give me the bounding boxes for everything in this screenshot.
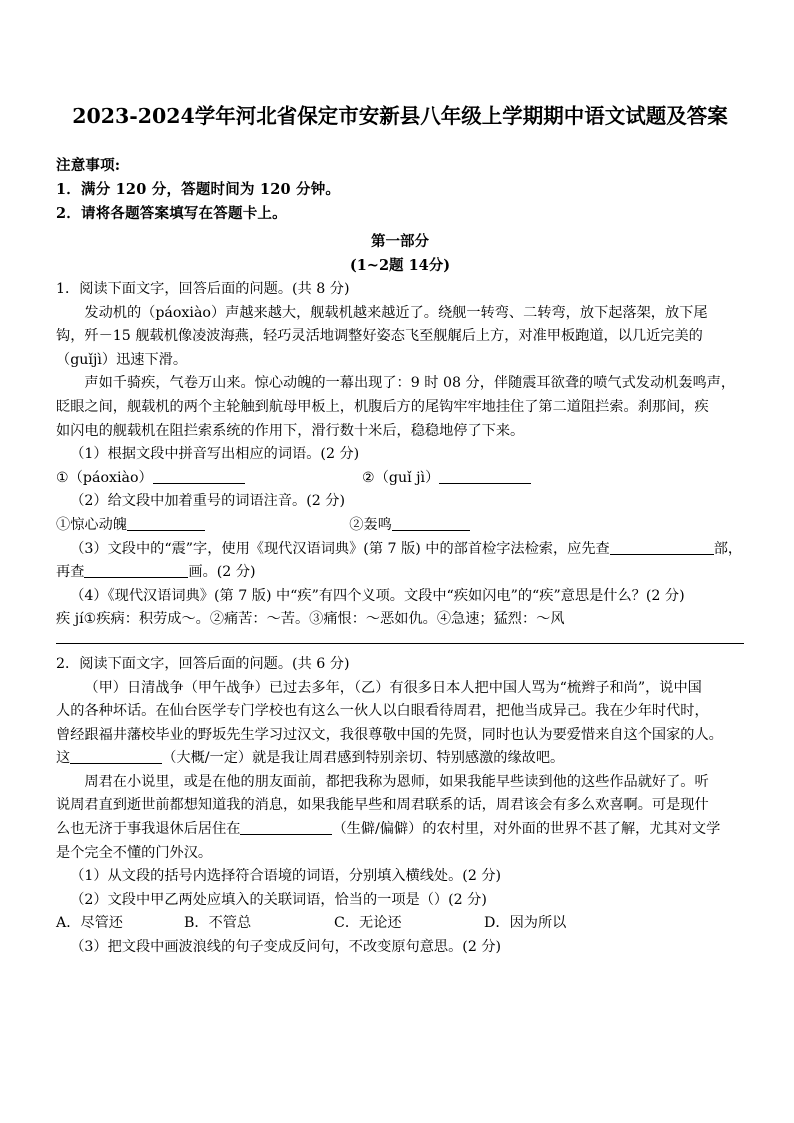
question-2-sub-2: （2）文段中甲乙两处应填入的关联词语，恰当的一项是（）(2 分) (70, 891, 487, 908)
sub-1-item-2-blank[interactable] (439, 483, 531, 484)
notice-heading: 注意事项: (56, 157, 121, 174)
question-2-sub-3: （3）把文段中画波浪线的句子变成反问句，不改变原句意思。(2 分) (70, 939, 502, 956)
choice-a[interactable]: A．尽管还 (56, 915, 123, 932)
sub-3-text-d: 画。(2 分) (188, 564, 256, 581)
question-2-passage-line-8: 是个完全不懂的门外汉。 (56, 844, 213, 861)
sub-2-item-1-blank[interactable] (127, 530, 205, 531)
question-1-passage-line-3: （guǐjì）迅速下滑。 (56, 351, 188, 368)
passage-2-blank-2-post: （生僻/偏僻）的农村里，对外面的世界不甚了解，尤其对文学 (332, 821, 721, 838)
sub-1-item-1-blank[interactable] (153, 483, 245, 484)
sub-3-radical-blank[interactable] (610, 554, 714, 555)
question-2-passage-line-6: 说周君直到逝世前都想知道我的消息，如果我能早些和周君联系的话，周君该会有多么欢喜啊。可是现什 (56, 797, 709, 814)
passage-2-blank-2[interactable] (240, 834, 332, 835)
question-1-passage-line-2: 钩，歼－15 舰载机像凌波海燕，轻巧灵活地调整好姿态飞至舰艉后上方，对准甲板跑道，以几近完美的 (56, 328, 703, 345)
notice-item-2: 2．请将各题答案填写在答题卡上。 (56, 205, 287, 222)
section-title: 第一部分 (371, 233, 429, 250)
question-2-passage-line-3: 曾经跟福井藩校毕业的野坂先生学习过汉文，我很尊敬中国的先贤，同时也认为要爱惜来自这个国家的人。 (56, 726, 723, 743)
choice-c[interactable]: C．无论还 (334, 915, 402, 932)
question-2-passage-line-4 (56, 747, 744, 771)
sub-3-stroke-blank[interactable] (84, 577, 188, 578)
question-2-passage-line-7 (56, 818, 744, 842)
question-2-passage-line-1: （甲）日清战争（甲午战争）已过去多年，（乙）有很多日本人把中国人骂为“梳辫子和尚”，说中国 (84, 679, 702, 696)
question-1-sub-2: （2）给文段中加着重号的词语注音。(2 分) (70, 493, 346, 510)
question-1-sub-4: （4）《现代汉语词典》(第 7 版) 中“疾”有四个义项。文段中“疾如闪电”的“疾”意思是什么？(2 分) (70, 587, 685, 604)
sub-3-text-b: 部， (713, 540, 743, 557)
passage-2-blank-2-pre: 么也无济于事我退休后居住在 (56, 821, 241, 838)
question-2-passage-line-2: 人的各种坏话。在仙台医学专门学校也有这么一伙人以白眼看待周君，把他当成异己。我在少年时代时， (56, 703, 709, 720)
notice-item-1: 1．满分 120 分，答题时间为 120 分钟。 (56, 181, 341, 198)
question-1-sub-4-gloss: 疾 jí①疾病：积劳成～。②痛苦：～苦。③痛恨：～恶如仇。④急速；猛烈：～风 (56, 611, 565, 628)
notice-block (56, 154, 744, 226)
question-1-passage-line-4: 声如千骑疾，气卷万山来。惊心动魄的一幕出现了：9 时 08 分，伴随震耳欲聋的喷气式发动机轰鸣声， (84, 375, 736, 392)
choice-d[interactable]: D．因为所以 (484, 915, 567, 932)
question-1-sub-3-line-1 (56, 538, 744, 562)
passage-2-blank-1[interactable] (70, 763, 162, 764)
question-1-block (56, 278, 744, 644)
question-1-answer-line[interactable] (56, 643, 744, 644)
question-2-choices (56, 912, 744, 936)
sub-3-text-c: 再查 (56, 564, 85, 581)
question-1-stem: 1．阅读下面文字，回答后面的问题。(共 8 分) (56, 281, 350, 297)
question-1-sub-2-answers (56, 514, 744, 538)
choice-b[interactable]: B．不管总 (184, 915, 252, 932)
question-2-block (56, 653, 744, 960)
question-1-passage-line-5: 眨眼之间，舰载机的两个主轮触到航母甲板上，机腹后方的尾钩牢牢地挂住了第二道阻拦索。刹那间，疾 (56, 398, 709, 415)
question-2-stem: 2．阅读下面文字，回答后面的问题。(共 6 分) (56, 655, 350, 672)
question-2-passage-line-5: 周君在小说里，或是在他的朋友面前，都把我称为恩师，如果我能早些读到他的这些作品就好了。听 (84, 773, 709, 790)
page-title: 2023-2024学年河北省保定市安新县八年级上学期期中语文试题及答案 (72, 104, 728, 128)
sub-2-item-1-label: ①惊心动魄 (56, 516, 127, 533)
section-subtitle: (1~2题 14分) (349, 257, 451, 274)
question-1-sub-3-line-2 (56, 561, 744, 585)
question-1-sub-1-answers (56, 467, 744, 491)
sub-2-item-2-blank[interactable] (392, 530, 470, 531)
question-1-passage-line-6: 如闪电的舰载机在阻拦索系统的作用下，滑行数十米后，稳稳地停了下来。 (56, 422, 525, 439)
sub-2-item-2-label: ②轰鸣 (349, 516, 392, 533)
sub-1-item-2-label: ②（guǐ jì） (361, 469, 440, 486)
sub-1-item-1-label: ①（páoxiào） (56, 469, 153, 486)
passage-2-blank-1-post: （大概/一定）就是我让周君感到特别亲切、特别感激的缘故吧。 (162, 750, 565, 767)
passage-2-blank-1-pre: 这 (56, 750, 71, 767)
question-1-passage-line-1: 发动机的（páoxiào）声越来越大，舰载机越来越近了。绕舰一转弯、二转弯，放下起落架，放下尾 (84, 304, 708, 321)
question-1-sub-1: （1）根据文段中拼音写出相应的词语。(2 分) (70, 446, 360, 463)
sub-3-text-a: （3）文段中的“震”字，使用《现代汉语词典》(第 7 版) 中的部首检字法检索，应先查 (70, 540, 610, 557)
question-2-sub-1: （1）从文段的括号内选择符合语境的词语，分别填入横线处。(2 分) (70, 868, 502, 885)
